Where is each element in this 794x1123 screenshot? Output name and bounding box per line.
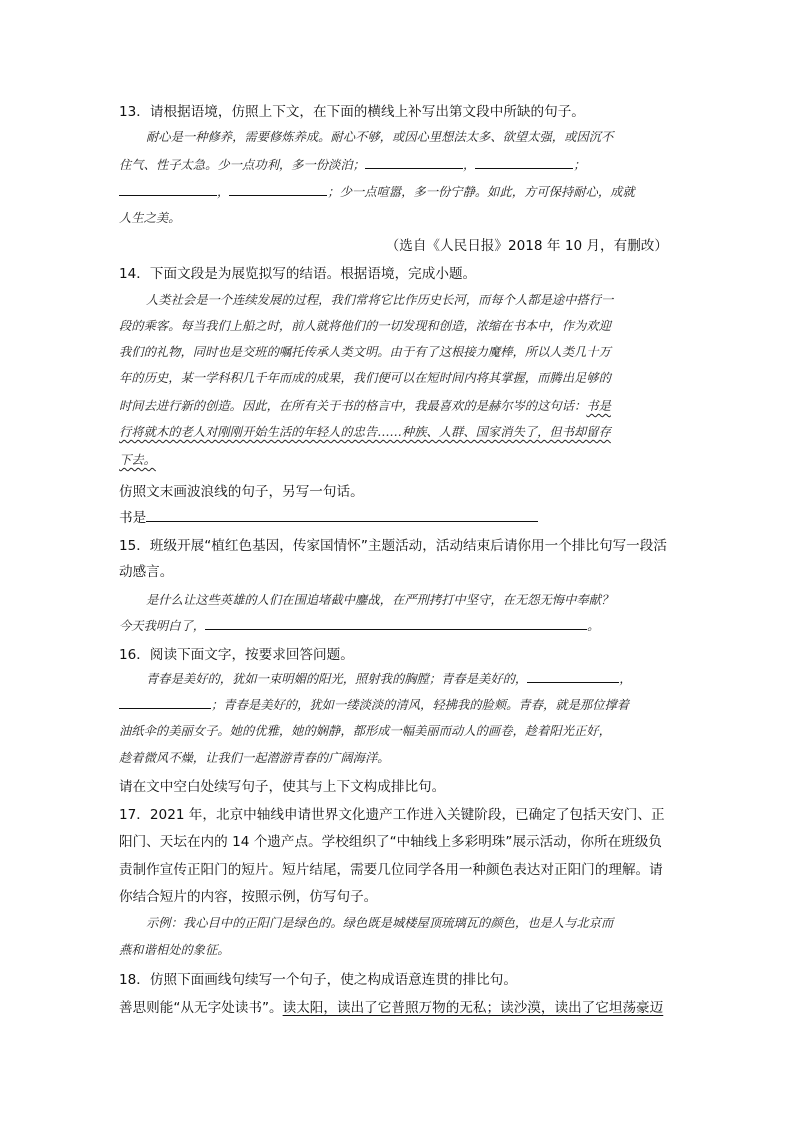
q16-prompt: 16．阅读下面文字，按要求回答问题。 bbox=[119, 647, 354, 663]
wavy-underlined-text: 书是 bbox=[586, 399, 611, 413]
q13-passage-line: 人生之美。 bbox=[119, 211, 181, 225]
q13-prompt: 13．请根据语境，仿照上下文，在下面的横线上补写出第文段中所缺的句子。 bbox=[119, 104, 585, 120]
q15-passage-line: 是什么让这些英雄的人们在围追堵截中鏖战，在严刑拷打中坚守，在无怨无悔中奉献？ bbox=[146, 593, 614, 607]
q14-passage-line: 段的乘客。每当我们上船之时，前人就将他们的一切发现和创造，浓缩在书本中，作为欢迎 bbox=[119, 319, 611, 333]
answer-blank[interactable] bbox=[146, 509, 538, 522]
q14-passage-line: 时间去进行新的创造。因此，在所有关于书的格言中，我最喜欢的是赫尔岑的这句话：书是 bbox=[119, 399, 611, 413]
wavy-underlined-text: 行将就木的老人对刚刚开始生活的年轻人的忠告……种族、人群、国家消失了，但书却留存 bbox=[119, 425, 611, 439]
q13-source: （选自《人民日报》2018 年 10 月，有删改） bbox=[385, 238, 668, 254]
q16-passage-line: 青春是美好的，犹如一束明媚的阳光，照射我的胸膛；青春是美好的， ， bbox=[146, 672, 632, 686]
q13-passage-line: 耐心是一种修养，需要修炼养成。耐心不够，或因心里想法太多、欲望太强，或因沉不 bbox=[146, 130, 614, 144]
answer-blank[interactable] bbox=[229, 183, 327, 196]
q17-prompt: 你结合短片的内容，按照示例，仿写句子。 bbox=[119, 889, 378, 905]
q14-passage-line: 年的历史，某一学科积几千年而成的成果，我们便可以在短时间内将其掌握，而腾出足够的 bbox=[119, 371, 611, 385]
q14-prompt: 14．下面文段是为展览拟写的结语。根据语境，完成小题。 bbox=[119, 266, 477, 282]
q14-task: 仿照文末画波浪线的句子，另写一句话。 bbox=[119, 484, 364, 500]
q17-prompt: 17．2021 年，北京中轴线申请世界文化遗产工作进入关键阶段，已确定了包括天安门、正 bbox=[119, 807, 665, 823]
q17-example-line: 燕和谐相处的象征。 bbox=[119, 943, 230, 957]
q14-answer-line: 书是 bbox=[119, 506, 538, 526]
answer-blank[interactable] bbox=[527, 670, 619, 683]
wavy-underlined-text: 下去。 bbox=[119, 453, 156, 467]
q16-task: 请在文中空白处续写句子，使其与上下文构成排比句。 bbox=[119, 779, 446, 795]
q17-example-line: 示例：我心目中的正阳门是绿色的。绿色既是城楼屋顶琉璃瓦的颜色，也是人与北京而 bbox=[146, 916, 614, 930]
q13-passage-line: 住气、性子太急。少一点功利，多一份淡泊； ， ； bbox=[119, 158, 586, 172]
q15-passage-line: 今天我明白了， 。 bbox=[119, 619, 600, 633]
q14-passage-line: 我们的礼物，同时也是交班的嘱托传承人类文明。由于有了这根接力魔棒，所以人类几十万 bbox=[119, 345, 611, 359]
q17-prompt: 阳门、天坛在内的 14 个遗产点。学校组织了“中轴线上多彩明珠”展示活动，你所在班级负 bbox=[119, 834, 662, 850]
q15-prompt: 15．班级开展“植红色基因，传家国情怀”主题活动，活动结束后请你用一个排比句写一段活 bbox=[119, 538, 667, 554]
q16-passage-line: 油纸伞的美丽女子。她的优雅，她的娴静，都形成一幅美丽而动人的画卷，趁着阳光正好， bbox=[119, 724, 611, 738]
q14-passage-line: 人类社会是一个连续发展的过程，我们常将它比作历史长河，而每个人都是途中搭行一 bbox=[146, 293, 614, 307]
underlined-text: 读太阳，读出了它普照万物的无私；读沙漠，读出了它坦荡豪迈 bbox=[282, 1000, 664, 1016]
answer-blank[interactable] bbox=[119, 183, 217, 196]
q18-passage-line: 善思则能“从无字处读书”。读太阳，读出了它普照万物的无私；读沙漠，读出了它坦荡豪迈 bbox=[119, 1000, 664, 1016]
q16-passage-line: 趁着微风不燥，让我们一起潜游青春的广阔海洋。 bbox=[119, 751, 390, 765]
answer-blank[interactable] bbox=[119, 696, 211, 709]
q15-prompt: 动感言。 bbox=[119, 564, 174, 580]
answer-blank[interactable] bbox=[365, 156, 463, 169]
answer-blank[interactable] bbox=[205, 617, 587, 630]
q16-passage-line: ；青春是美好的，犹如一缕淡淡的清风，轻拂我的脸颊。青春，就是那位撑着 bbox=[119, 695, 629, 713]
answer-blank[interactable] bbox=[475, 156, 573, 169]
q17-prompt: 责制作宣传正阳门的短片。短片结尾，需要几位同学各用一种颜色表达对正阳门的理解。请 bbox=[119, 862, 663, 878]
q13-passage-line: ， ；少一点喧嚣，多一份宁静。如此，方可保持耐心，成就 bbox=[119, 182, 635, 200]
q18-prompt: 18．仿照下面画线句续写一个句子，使之构成语意连贯的排比句。 bbox=[119, 972, 517, 988]
